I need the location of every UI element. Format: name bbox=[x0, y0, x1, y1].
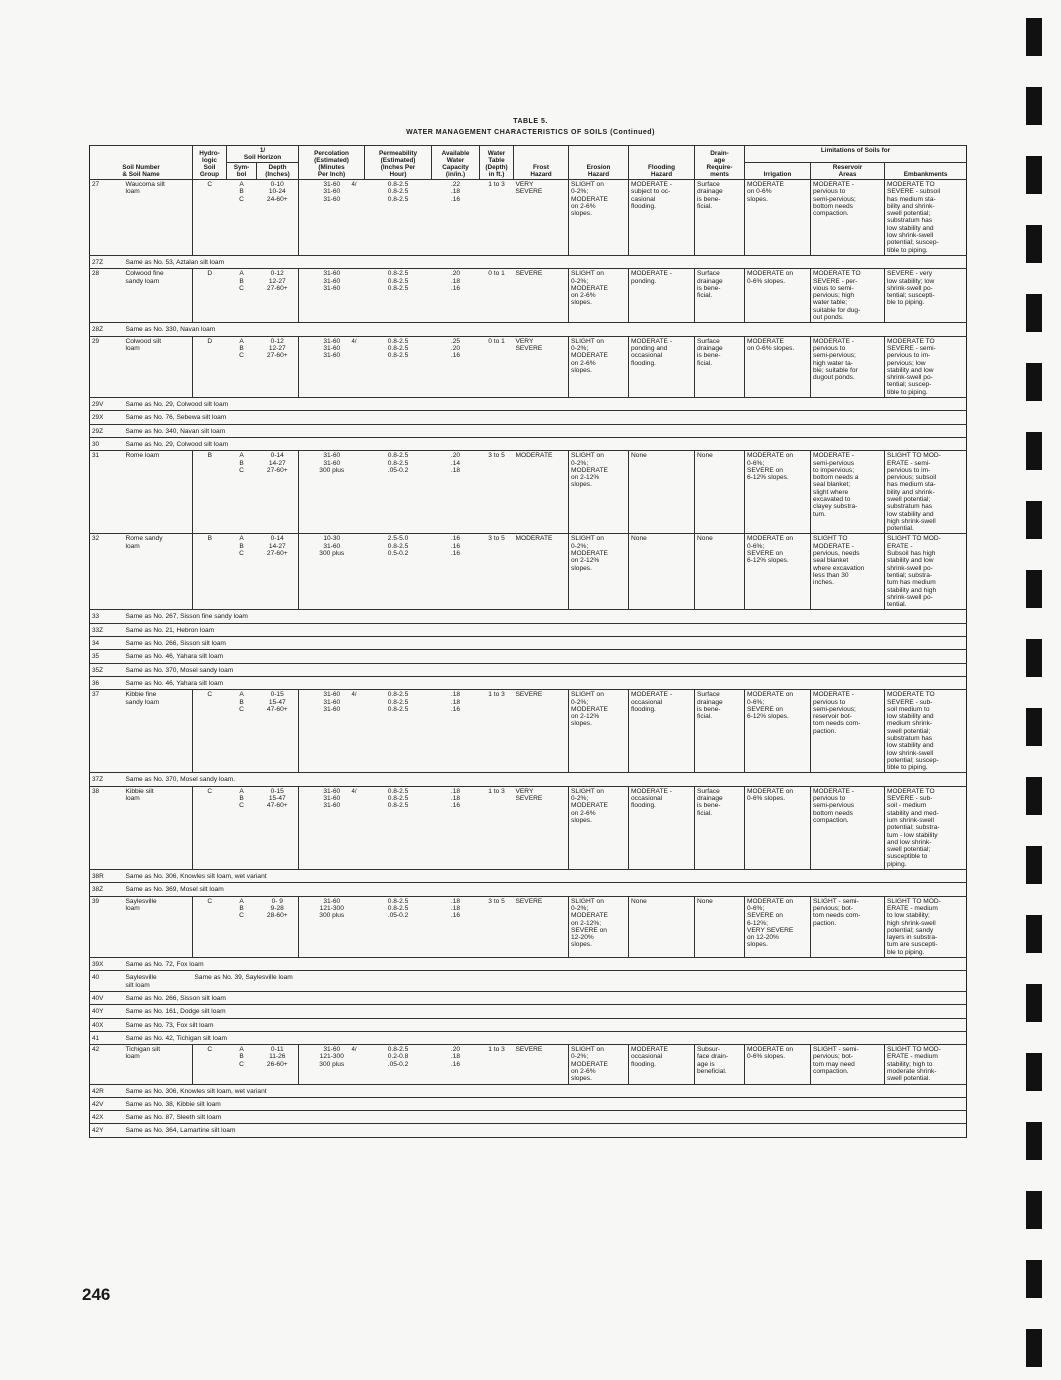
edge-mark bbox=[1026, 432, 1042, 470]
horizon-symbol: A B C bbox=[227, 180, 257, 256]
erosion-hazard: SLIGHT on 0-2%; MODERATE on 2-12% slopes. bbox=[569, 690, 629, 773]
horizon-symbol: A B C bbox=[227, 690, 257, 773]
embankment-limits: SLIGHT TO MOD- ERATE - Subsoil has high stability and low shrink-swell po- tential; substra- tum has medium stability and high shrink-swell po- tential. bbox=[885, 534, 967, 610]
erosion-hazard: SLIGHT on 0-2%; MODERATE on 2-6% slopes. bbox=[569, 269, 629, 323]
soil-number: 42Y bbox=[90, 1124, 124, 1137]
frost-hazard: SEVERE bbox=[514, 690, 569, 773]
edge-mark bbox=[1026, 846, 1042, 884]
percolation-values: 31-60 31-60 31-60 bbox=[323, 181, 341, 203]
percolation bbox=[299, 534, 365, 610]
water-capacity: .20 .18 .16 bbox=[432, 1045, 480, 1084]
percolation: 31-60 121-300 300 plus 4/ bbox=[299, 1045, 365, 1084]
header-reservoir: Reservoir Areas bbox=[811, 163, 885, 180]
irrigation-limits: MODERATE on 0-6% slopes. bbox=[745, 336, 811, 397]
table-row bbox=[90, 650, 967, 663]
edge-mark bbox=[1026, 1122, 1042, 1160]
table-row bbox=[90, 637, 967, 650]
permeability: 2.5-5.0 0.8-2.5 0.5-0.2 bbox=[365, 534, 432, 610]
horizon-depth: 0-14 14-27 27-60+ bbox=[257, 534, 299, 610]
soil-number: 29 bbox=[90, 336, 124, 397]
table-row bbox=[90, 773, 967, 786]
embankment-limits: SLIGHT TO MOD- ERATE - semi- pervious to im- pervious; subsoil has medium sta- bility and shrink- swell potential; substratum has low stability and high shrink-swell potential. bbox=[885, 451, 967, 534]
permeability: 0.8-2.5 0.8-2.5 0.8-2.5 bbox=[365, 690, 432, 773]
table-row bbox=[90, 1031, 967, 1044]
edge-mark bbox=[1026, 501, 1042, 539]
water-capacity: .18 .18 .16 bbox=[432, 896, 480, 957]
permeability: 0.8-2.5 0.8-2.5 .05-0.2 bbox=[365, 451, 432, 534]
table-row bbox=[90, 971, 967, 992]
table-row bbox=[90, 623, 967, 636]
permeability: 0.8-2.5 0.8-2.5 .05-0.2 bbox=[365, 896, 432, 957]
reservoir-limits: MODERATE - pervious to semi-pervious; bottom needs compaction. bbox=[811, 180, 885, 256]
soil-number: 29X bbox=[90, 411, 124, 424]
table-row bbox=[90, 1124, 967, 1137]
horizon-depth: 0- 9 9-28 28-60+ bbox=[257, 896, 299, 957]
table-row bbox=[90, 870, 967, 883]
soil-number: 40 bbox=[90, 971, 124, 992]
soil-number: 40V bbox=[90, 991, 124, 1004]
table-row bbox=[90, 1045, 967, 1084]
horizon-symbol: A B C bbox=[227, 451, 257, 534]
soil-name: Kibbie fine sandy loam bbox=[124, 690, 193, 773]
table-number: TABLE 5. bbox=[513, 118, 548, 125]
water-capacity: .22 .18 .16 bbox=[432, 180, 480, 256]
same-as-note: Same as No. 161, Dodge silt loam bbox=[124, 1005, 967, 1018]
same-as-note: Same as No. 42, Tichigan silt loam bbox=[124, 1031, 967, 1044]
hydrologic-group: B bbox=[193, 534, 227, 610]
table-title: WATER MANAGEMENT CHARACTERISTICS OF SOILS (Continued) bbox=[406, 129, 655, 136]
edge-mark bbox=[1026, 1191, 1042, 1229]
soil-number: 33Z bbox=[90, 623, 124, 636]
same-as-note: Same as No. 72, Fox loam bbox=[124, 958, 967, 971]
frost-hazard: SEVERE bbox=[514, 269, 569, 323]
percolation-values: 10-30 31-60 300 plus bbox=[319, 535, 345, 558]
horizon-depth: 0-12 12-27 27-60+ bbox=[257, 336, 299, 397]
permeability: 0.8-2.5 0.8-2.5 0.8-2.5 bbox=[365, 180, 432, 256]
percolation bbox=[299, 269, 365, 323]
permeability: 0.8-2.5 0.2-0.8 .05-0.2 bbox=[365, 1045, 432, 1084]
soil-name: Kibbie silt loam bbox=[124, 786, 193, 869]
same-as-note: Same as No. 267, Sisson fine sandy loam bbox=[124, 610, 967, 623]
table-row bbox=[90, 398, 967, 411]
drainage-requirements: Surface drainage is bene- ficial. bbox=[695, 269, 745, 323]
soil-number: 40X bbox=[90, 1018, 124, 1031]
water-capacity: .25 .20 .16 bbox=[432, 336, 480, 397]
table-row bbox=[90, 1084, 967, 1097]
horizon-depth: 0-11 11-26 26-60+ bbox=[257, 1045, 299, 1084]
soil-number: 28 bbox=[90, 269, 124, 323]
header-frost: Frost Hazard bbox=[514, 146, 569, 180]
embankment-limits: SLIGHT TO MOD- ERATE - medium to low stability; high shrink-swell potential; sandy layers in substra- tum are suscepti- ble to piping. bbox=[885, 896, 967, 957]
percolation: 31-60 31-60 31-60 4/ bbox=[299, 786, 365, 869]
header-flooding: Flooding Hazard bbox=[629, 146, 695, 180]
reservoir-limits: SLIGHT - semi- pervious; bot- tom needs com- paction. bbox=[811, 896, 885, 957]
hydrologic-group: C bbox=[193, 690, 227, 773]
horizon-depth: 0-14 14-27 27-60+ bbox=[257, 451, 299, 534]
drainage-requirements: Surface drainage is bene- ficial. bbox=[695, 336, 745, 397]
same-as-note: Same as No. 46, Yahara silt loam bbox=[124, 650, 967, 663]
soil-number: 38Z bbox=[90, 883, 124, 896]
table-row bbox=[90, 180, 967, 256]
irrigation-limits: MODERATE on 0-6%; SEVERE on 6-12% slopes. bbox=[745, 451, 811, 534]
irrigation-limits: MODERATE on 0-6%; SEVERE on 6-12%; VERY SEVERE on 12-20% slopes. bbox=[745, 896, 811, 957]
table-row bbox=[90, 411, 967, 424]
same-as-note: Same as No. 53, Aztalan silt loam bbox=[124, 255, 967, 268]
soil-number: 29Z bbox=[90, 424, 124, 437]
water-table: 3 to 5 bbox=[480, 451, 514, 534]
flooding-hazard: MODERATE - occasional flooding. bbox=[629, 690, 695, 773]
same-as-note: Same as No. 266, Sisson silt loam bbox=[124, 991, 967, 1004]
water-table: 0 to 1 bbox=[480, 269, 514, 323]
drainage-requirements: Subsur- face drain- age is beneficial. bbox=[695, 1045, 745, 1084]
table-row bbox=[90, 451, 967, 534]
same-as-note: Same as No. 29, Colwood silt loam bbox=[124, 398, 967, 411]
soil-number: 42V bbox=[90, 1097, 124, 1110]
embankment-limits: MODERATE TO SEVERE - semi- pervious to im- pervious; low stability and low shrink-swell po- tential; suscep- tible to piping. bbox=[885, 336, 967, 397]
edge-mark bbox=[1026, 156, 1042, 194]
header-percolation: Percolation (Estimated) (Minutes Per Inch) bbox=[299, 146, 365, 180]
frost-hazard: SEVERE bbox=[514, 1045, 569, 1084]
same-as-note: Same as No. 370, Mosel sandy loam bbox=[124, 663, 967, 676]
horizon-depth: 0-12 12-27 27-60+ bbox=[257, 269, 299, 323]
irrigation-limits: MODERATE on 0-6%; SEVERE on 6-12% slopes. bbox=[745, 690, 811, 773]
soil-number: 42 bbox=[90, 1045, 124, 1084]
soil-number: 27Z bbox=[90, 255, 124, 268]
reservoir-limits: MODERATE - pervious to semi-pervious; reservoir bot- tom needs com- paction. bbox=[811, 690, 885, 773]
soil-number: 39 bbox=[90, 896, 124, 957]
same-as-note: Same as No. 87, Sleeth silt loam bbox=[124, 1111, 967, 1124]
water-table: 1 to 3 bbox=[480, 1045, 514, 1084]
table-row bbox=[90, 424, 967, 437]
edge-mark bbox=[1026, 225, 1042, 263]
table-row bbox=[90, 437, 967, 450]
edge-mark bbox=[1026, 363, 1042, 401]
soil-name: Waucoma silt loam bbox=[124, 180, 193, 256]
same-as-note: Same as No. 73, Fox silt loam bbox=[124, 1018, 967, 1031]
permeability: 0.8-2.5 0.8-2.5 0.8-2.5 bbox=[365, 336, 432, 397]
erosion-hazard: SLIGHT on 0-2%; MODERATE on 2-6% slopes. bbox=[569, 1045, 629, 1084]
soil-name: Colwood fine sandy loam bbox=[124, 269, 193, 323]
header-water-table: Water Table (Depth) in ft.) bbox=[480, 146, 514, 180]
header-symbol: Sym- bol bbox=[227, 163, 257, 180]
same-as-note: Same as No. 340, Navan silt loam bbox=[124, 424, 967, 437]
table-row bbox=[90, 883, 967, 896]
erosion-hazard: SLIGHT on 0-2%; MODERATE on 2-6% slopes. bbox=[569, 336, 629, 397]
edge-mark bbox=[1026, 1329, 1042, 1367]
same-as-note: Same as No. 306, Knowles silt loam, wet variant bbox=[124, 870, 967, 883]
same-as-note: Same as No. 266, Sisson silt loam bbox=[124, 637, 967, 650]
header-irrigation: Irrigation bbox=[745, 163, 811, 180]
erosion-hazard: SLIGHT on 0-2%; MODERATE on 2-6% slopes. bbox=[569, 180, 629, 256]
frost-hazard: MODERATE bbox=[514, 534, 569, 610]
soil-number: 30 bbox=[90, 437, 124, 450]
horizon-depth: 0-15 15-47 47-60+ bbox=[257, 786, 299, 869]
reservoir-limits: SLIGHT - semi- pervious; bot- tom may need compaction. bbox=[811, 1045, 885, 1084]
frost-hazard: VERY SEVERE bbox=[514, 786, 569, 869]
horizon-symbol: A B C bbox=[227, 1045, 257, 1084]
drainage-requirements: None bbox=[695, 896, 745, 957]
soil-number: 37Z bbox=[90, 773, 124, 786]
soil-name: Saylesville loam bbox=[124, 896, 193, 957]
edge-mark bbox=[1026, 87, 1042, 125]
percolation: 31-60 31-60 31-60 4/ bbox=[299, 690, 365, 773]
soil-number: 31 bbox=[90, 451, 124, 534]
percolation-values: 31-60 31-60 31-60 bbox=[323, 270, 341, 292]
header-erosion: Erosion Hazard bbox=[569, 146, 629, 180]
flooding-hazard: MODERATE - ponding. bbox=[629, 269, 695, 323]
erosion-hazard: SLIGHT on 0-2%; MODERATE on 2-12% slopes. bbox=[569, 534, 629, 610]
soil-number: 29V bbox=[90, 398, 124, 411]
same-as-note: Same as No. 29, Colwood silt loam bbox=[124, 437, 967, 450]
table-row bbox=[90, 1097, 967, 1110]
header-limitations: Limitations of Soils for bbox=[745, 146, 967, 163]
same-as-note: Same as No. 76, Sebewa silt loam bbox=[124, 411, 967, 424]
drainage-requirements: Surface drainage is bene- ficial. bbox=[695, 180, 745, 256]
water-table: 1 to 3 bbox=[480, 690, 514, 773]
soil-name: Rome sandy loam bbox=[124, 534, 193, 610]
edge-mark bbox=[1026, 570, 1042, 608]
soil-number: 32 bbox=[90, 534, 124, 610]
hydrologic-group: B bbox=[193, 451, 227, 534]
water-capacity: .20 .18 .16 bbox=[432, 269, 480, 323]
flooding-hazard: MODERATE - subject to oc- casional flooding. bbox=[629, 180, 695, 256]
flooding-hazard: MODERATE occasional flooding. bbox=[629, 1045, 695, 1084]
flooding-hazard: MODERATE - ponding and occasional flooding. bbox=[629, 336, 695, 397]
soil-number: 35 bbox=[90, 650, 124, 663]
irrigation-limits: MODERATE on 0-6% slopes. bbox=[745, 269, 811, 323]
same-as-note: Same as No. 46, Yahara silt loam bbox=[124, 676, 967, 689]
horizon-symbol: A B C bbox=[227, 269, 257, 323]
soil-number: 33 bbox=[90, 610, 124, 623]
reservoir-limits: MODERATE TO SEVERE - per- vious to semi- pervious; high water table; suitable for dug- out ponds. bbox=[811, 269, 885, 323]
horizon-symbol: A B C bbox=[227, 896, 257, 957]
water-capacity: .18 .18 .16 bbox=[432, 690, 480, 773]
hydrologic-group: D bbox=[193, 269, 227, 323]
water-capacity: .18 .18 .16 bbox=[432, 786, 480, 869]
embankment-limits: MODERATE TO SEVERE - sub- soil medium to low stability and medium shrink- swell potential; substratum has low stability and low shrink-swell potential; suscep- tible to piping. bbox=[885, 690, 967, 773]
edge-mark bbox=[1026, 708, 1042, 746]
edge-mark bbox=[1026, 984, 1042, 1022]
water-management-table bbox=[89, 145, 967, 1138]
percolation-values: 31-60 31-60 31-60 bbox=[323, 691, 341, 713]
header-depth: Depth (Inches) bbox=[257, 163, 299, 180]
table-row bbox=[90, 991, 967, 1004]
horizon-symbol: A B C bbox=[227, 534, 257, 610]
soil-number: 27 bbox=[90, 180, 124, 256]
same-as-note: Same as No. 38, Kibbie silt loam bbox=[124, 1097, 967, 1110]
table-body bbox=[90, 180, 967, 1138]
flooding-hazard: MODERATE - occasional flooding. bbox=[629, 786, 695, 869]
irrigation-limits: MODERATE on 0-6% slopes. bbox=[745, 1045, 811, 1084]
soil-number: 36 bbox=[90, 676, 124, 689]
same-as-note: Same as No. 369, Mosel silt loam bbox=[124, 883, 967, 896]
frost-hazard: VERY SEVERE bbox=[514, 336, 569, 397]
water-table: 3 to 5 bbox=[480, 896, 514, 957]
same-as-note: Same as No. 370, Mosel sandy loam. bbox=[124, 773, 967, 786]
water-table: 1 to 3 bbox=[480, 786, 514, 869]
horizon-depth: 0-10 10-24 24-60+ bbox=[257, 180, 299, 256]
table-row bbox=[90, 255, 967, 268]
edge-mark bbox=[1026, 294, 1042, 332]
table-row bbox=[90, 336, 967, 397]
embankment-limits: MODERATE TO SEVERE - sub- soil - medium stability and med- ium shrink-swell potential; substra- tum - low stability and low shrink- swell potential; susceptible to piping. bbox=[885, 786, 967, 869]
drainage-requirements: Surface drainage is bene- ficial. bbox=[695, 786, 745, 869]
table-row bbox=[90, 786, 967, 869]
percolation-values: 31-60 121-300 300 plus bbox=[319, 897, 345, 920]
soil-number: 38R bbox=[90, 870, 124, 883]
edge-mark bbox=[1026, 777, 1042, 815]
soil-number: 34 bbox=[90, 637, 124, 650]
drainage-requirements: Surface drainage is bene- ficial. bbox=[695, 690, 745, 773]
percolation bbox=[299, 451, 365, 534]
embankment-limits: SLIGHT TO MOD- ERATE - medium stability; high to moderate shrink- swell potential. bbox=[885, 1045, 967, 1084]
table-row bbox=[90, 663, 967, 676]
soil-number: 40Y bbox=[90, 1005, 124, 1018]
percolation-values: 31-60 31-60 31-60 bbox=[323, 787, 341, 810]
soil-number: 37 bbox=[90, 690, 124, 773]
soil-number: 38 bbox=[90, 786, 124, 869]
soil-number: 35Z bbox=[90, 663, 124, 676]
water-table: 0 to 1 bbox=[480, 336, 514, 397]
edge-mark bbox=[1026, 1053, 1042, 1091]
table-row bbox=[90, 958, 967, 971]
header-hydrologic-group: Hydro- logic Soil Group bbox=[193, 146, 227, 180]
water-capacity: .16 .16 .16 bbox=[432, 534, 480, 610]
table-row bbox=[90, 269, 967, 323]
edge-mark bbox=[1026, 639, 1042, 677]
flooding-hazard: None bbox=[629, 896, 695, 957]
frost-hazard: SEVERE bbox=[514, 896, 569, 957]
soil-number: 42R bbox=[90, 1084, 124, 1097]
reservoir-limits: SLIGHT TO MODERATE - pervious, needs seal blanket where excavation less than 30 inches. bbox=[811, 534, 885, 610]
table-row bbox=[90, 534, 967, 610]
hydrologic-group: D bbox=[193, 336, 227, 397]
permeability: 0.8-2.5 0.8-2.5 0.8-2.5 bbox=[365, 786, 432, 869]
irrigation-limits: MODERATE on 0-6%; SEVERE on 6-12% slopes. bbox=[745, 534, 811, 610]
water-table: 1 to 3 bbox=[480, 180, 514, 256]
soil-number: 42X bbox=[90, 1111, 124, 1124]
same-as-note: Same as No. 21, Hebron loam bbox=[124, 623, 967, 636]
same-as-note: Same as No. 364, Lamartine silt loam bbox=[124, 1124, 967, 1137]
table-row bbox=[90, 676, 967, 689]
irrigation-limits: MODERATE on 0-6% slopes. bbox=[745, 786, 811, 869]
percolation: 31-60 31-60 31-60 4/ bbox=[299, 336, 365, 397]
edge-mark bbox=[1026, 18, 1042, 56]
reservoir-limits: MODERATE - pervious to semi-pervious bottom needs compaction. bbox=[811, 786, 885, 869]
table-row bbox=[90, 323, 967, 336]
same-as-note: Same as No. 39, Saylesville loam bbox=[193, 971, 967, 992]
table-row bbox=[90, 1005, 967, 1018]
erosion-hazard: SLIGHT on 0-2%; MODERATE on 2-12%; SEVERE on 12-20% slopes. bbox=[569, 896, 629, 957]
percolation bbox=[299, 896, 365, 957]
water-capacity: .20 .14 .18 bbox=[432, 451, 480, 534]
header-permeability: Permeability (Estimated) (Inches Per Hour) bbox=[365, 146, 432, 180]
header-soil: Soil Number & Soil Name bbox=[90, 146, 193, 180]
reservoir-limits: MODERATE - pervious to semi-pervious; high water ta- ble; suitable for dugout ponds. bbox=[811, 336, 885, 397]
soil-name: Saylesville silt loam bbox=[124, 971, 193, 992]
erosion-hazard: SLIGHT on 0-2%; MODERATE on 2-6% slopes. bbox=[569, 786, 629, 869]
percolation-values: 31-60 121-300 300 plus bbox=[319, 1046, 345, 1068]
frost-hazard: MODERATE bbox=[514, 451, 569, 534]
header-embankments: Embankments bbox=[885, 163, 967, 180]
same-as-note: Same as No. 306, Knowles silt loam, wet variant bbox=[124, 1084, 967, 1097]
header-water-capacity: Available Water Capacity (in/in.) bbox=[432, 146, 480, 180]
header-drainage: Drain- age Require- ments bbox=[695, 146, 745, 180]
reservoir-limits: MODERATE - semi-pervious to impervious; bottom needs a seal blanket; slight where excavated to clayey substra- tum. bbox=[811, 451, 885, 534]
drainage-requirements: None bbox=[695, 534, 745, 610]
embankment-limits: MODERATE TO SEVERE - subsoil has medium sta- bility and shrink- swell potential; substratum has low stability and low shrink-swell potential; suscep- tible to piping. bbox=[885, 180, 967, 256]
hydrologic-group: C bbox=[193, 180, 227, 256]
percolation-values: 31-60 31-60 31-60 bbox=[323, 337, 341, 360]
flooding-hazard: None bbox=[629, 534, 695, 610]
table-row bbox=[90, 610, 967, 623]
soil-name: Colwood silt loam bbox=[124, 336, 193, 397]
horizon-symbol: A B C bbox=[227, 786, 257, 869]
water-table: 3 to 5 bbox=[480, 534, 514, 610]
frost-hazard: VERY SEVERE bbox=[514, 180, 569, 256]
table-row bbox=[90, 1111, 967, 1124]
soil-name: Tichigan silt loam bbox=[124, 1045, 193, 1084]
edge-mark bbox=[1026, 915, 1042, 953]
permeability: 0.8-2.5 0.8-2.5 0.8-2.5 bbox=[365, 269, 432, 323]
horizon-footnote: 1/ bbox=[259, 147, 266, 154]
hydrologic-group: C bbox=[193, 1045, 227, 1084]
horizon-depth: 0-15 15-47 47-60+ bbox=[257, 690, 299, 773]
soil-name: Rome loam bbox=[124, 451, 193, 534]
edge-mark bbox=[1026, 1260, 1042, 1298]
table-row bbox=[90, 690, 967, 773]
flooding-hazard: None bbox=[629, 451, 695, 534]
irrigation-limits: MODERATE on 0-6% slopes. bbox=[745, 180, 811, 256]
header-soil-horizon: 1/ Soil Horizon bbox=[227, 146, 299, 163]
soil-number: 28Z bbox=[90, 323, 124, 336]
embankment-limits: SEVERE - very low stability; low shrink-swell po- tential; suscepti- ble to piping. bbox=[885, 269, 967, 323]
soil-number: 41 bbox=[90, 1031, 124, 1044]
erosion-hazard: SLIGHT on 0-2%; MODERATE on 2-12% slopes. bbox=[569, 451, 629, 534]
page-number: 246 bbox=[82, 1285, 111, 1304]
drainage-requirements: None bbox=[695, 451, 745, 534]
table-row bbox=[90, 896, 967, 957]
hydrologic-group: C bbox=[193, 896, 227, 957]
same-as-note: Same as No. 330, Navan loam bbox=[124, 323, 967, 336]
horizon-symbol: A B C bbox=[227, 336, 257, 397]
percolation-values: 31-60 31-60 300 plus bbox=[319, 452, 345, 474]
soil-number: 39X bbox=[90, 958, 124, 971]
percolation: 31-60 31-60 31-60 4/ bbox=[299, 180, 365, 256]
table-row bbox=[90, 1018, 967, 1031]
hydrologic-group: C bbox=[193, 786, 227, 869]
